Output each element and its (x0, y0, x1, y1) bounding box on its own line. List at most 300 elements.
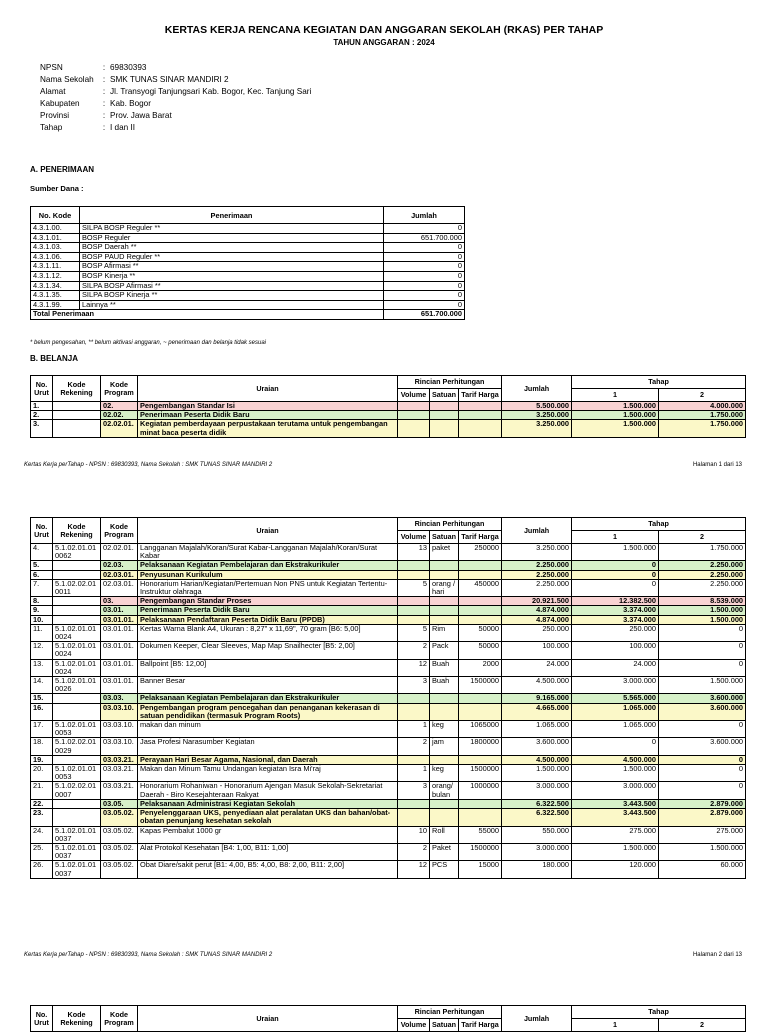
footer-left-2: Kertas Kerja perTahap - NPSN : 69830393, Nama Sekolah : SMK TUNAS SINAR MANDIRI 2 (24, 952, 273, 958)
cell-rekening (53, 402, 101, 411)
cell-tahap-2: 2.250.000 (659, 561, 746, 570)
cell-tahap-2: 1.750.000 (659, 544, 746, 561)
info-value: Jl. Transyogi Tanjungsari Kab. Bogor, Kec. Tanjung Sari (110, 87, 312, 96)
info-value: Prov. Jawa Barat (110, 111, 172, 120)
cell-tahap-2: 2.250.000 (659, 570, 746, 579)
item-row (31, 642, 746, 659)
cell-satuan (430, 694, 459, 703)
col-tarif: Tarif Harga (459, 389, 502, 402)
cell-tarif: 250000 (459, 544, 502, 561)
pen-jumlah: 0 (384, 281, 465, 291)
cell-tahap-2: 0 (659, 642, 746, 659)
cell-rekening: 5.1.02.01.01 0053 (53, 721, 101, 738)
cell-no: 1. (31, 402, 53, 411)
pen-jumlah: 0 (384, 300, 465, 310)
cell-tahap-1: 4.500.000 (572, 755, 659, 764)
cell-jumlah: 4.665.000 (502, 703, 572, 720)
cell-jumlah: 550.000 (502, 826, 572, 843)
cell-program: 02.02.01. (101, 420, 138, 437)
cell-uraian: Kapas Pembalut 1000 gr (138, 826, 398, 843)
cell-uraian: Honorarium Harian/Kegiatan/Pertemuan Non PNS untuk Kegiatan Tertentu-Instruktur olahraga (138, 579, 398, 596)
penerimaan-row (31, 224, 465, 234)
col-tarif: Tarif Harga (459, 531, 502, 544)
item-row (31, 826, 746, 843)
cell-program: 03.01.01. (101, 677, 138, 694)
cell-rekening: 5.1.02.02.01 0029 (53, 738, 101, 755)
section-b-heading: B. BELANJA (30, 354, 79, 363)
cell-satuan (430, 570, 459, 579)
pen-nama: SILPA BOSP Kinerja ** (80, 291, 384, 301)
cell-tahap-1: 1.500.000 (572, 402, 659, 411)
pen-nama: SILPA BOSP Afirmasi ** (80, 281, 384, 291)
cell-rekening: 5.1.02.01.01 0053 (53, 765, 101, 782)
cell-rekening (53, 597, 101, 606)
cell-no: 24. (31, 826, 53, 843)
cell-no: 26. (31, 861, 53, 878)
cell-uraian: Pengembangan program pencegahan dan penanganan kekerasan di satuan pendidikan (termasuk Program Roots) (138, 703, 398, 720)
cell-jumlah: 3.600.000 (502, 738, 572, 755)
cell-program: 03.05.02. (101, 809, 138, 826)
pen-kode: 4.3.1.11. (31, 262, 80, 272)
cell-tahap-2: 1.750.000 (659, 411, 746, 420)
cell-rekening: 5.1.02.01.01 0037 (53, 843, 101, 860)
cell-tahap-1: 3.000.000 (572, 782, 659, 799)
cell-program: 02.03. (101, 561, 138, 570)
cell-tahap-1: 5.565.000 (572, 694, 659, 703)
cell-uraian: Langganan Majalah/Koran/Surat Kabar-Langganan Majalah/Koran/Surat Kabar (138, 544, 398, 561)
cell-satuan: keg (430, 721, 459, 738)
item-row (31, 677, 746, 694)
footer-left-1: Kertas Kerja perTahap - NPSN : 69830393, Nama Sekolah : SMK TUNAS SINAR MANDIRI 2 (24, 462, 273, 468)
cell-program: 03.05.02. (101, 861, 138, 878)
cell-tahap-1: 0 (572, 570, 659, 579)
cell-tahap-2: 8.539.000 (659, 597, 746, 606)
cell-tarif (459, 597, 502, 606)
cell-satuan: Buah (430, 677, 459, 694)
info-key: Provinsi (40, 111, 70, 120)
cell-tahap-2: 0 (659, 755, 746, 764)
col-kode-rekening: Kode Rekening (53, 376, 101, 402)
cell-uraian: Pelaksanaan Pendaftaran Peserta Didik Baru (PPDB) (138, 615, 398, 624)
cell-program: 03.01.01. (101, 642, 138, 659)
cell-program: 02.02.01. (101, 544, 138, 561)
cell-volume (398, 411, 430, 420)
cell-no: 25. (31, 843, 53, 860)
info-colon: : (102, 75, 106, 84)
col-no-kode: No. Kode (31, 207, 80, 224)
col-tahap-1: 1 (572, 1019, 659, 1032)
cell-tahap-1: 1.500.000 (572, 765, 659, 782)
cell-volume: 12 (398, 659, 430, 676)
cell-tahap-2: 275.000 (659, 826, 746, 843)
program-row (31, 703, 746, 720)
cell-program: 02.02. (101, 411, 138, 420)
col-no-urut: No. Urut (31, 1006, 53, 1032)
info-row (40, 86, 311, 98)
cell-no: 15. (31, 694, 53, 703)
cell-tahap-1: 12.382.500 (572, 597, 659, 606)
pen-kode: 4.3.1.03. (31, 243, 80, 253)
cell-jumlah: 180.000 (502, 861, 572, 878)
cell-no: 19. (31, 755, 53, 764)
cell-program: 03.03.21. (101, 755, 138, 764)
info-row (40, 74, 311, 86)
cell-jumlah: 3.000.000 (502, 843, 572, 860)
cell-tarif (459, 411, 502, 420)
cell-rekening: 5.1.02.01.01 0037 (53, 861, 101, 878)
cell-program: 03. (101, 597, 138, 606)
pen-kode: 4.3.1.01. (31, 233, 80, 243)
belanja-table-page1 (30, 375, 746, 438)
cell-rekening: 5.1.02.01.01 0037 (53, 826, 101, 843)
cell-program: 03.03.21. (101, 765, 138, 782)
info-value: 69830393 (110, 63, 147, 72)
info-colon: : (102, 63, 106, 72)
cell-no: 6. (31, 570, 53, 579)
cell-volume (398, 402, 430, 411)
document-subtitle: TAHUN ANGGARAN : 2024 (333, 38, 435, 47)
cell-uraian: Obat Diare/sakit perut [B1: 4,00, B5: 4,00, B8: 2,00, B11: 2,00] (138, 861, 398, 878)
cell-uraian: Penerimaan Peserta Didik Baru (138, 606, 398, 615)
cell-tarif: 1800000 (459, 738, 502, 755)
cell-tahap-2: 2.250.000 (659, 579, 746, 596)
cell-volume: 2 (398, 843, 430, 860)
pen-kode: 4.3.1.06. (31, 252, 80, 262)
cell-volume: 1 (398, 765, 430, 782)
cell-tahap-1: 3.000.000 (572, 677, 659, 694)
cell-no: 2. (31, 411, 53, 420)
col-satuan: Satuan (430, 1019, 459, 1032)
pen-jumlah: 0 (384, 224, 465, 234)
cell-program: 03.03.10. (101, 721, 138, 738)
col-rincian: Rincian Perhitungan (398, 376, 502, 389)
cell-jumlah: 4.874.000 (502, 606, 572, 615)
item-row (31, 579, 746, 596)
cell-no: 20. (31, 765, 53, 782)
cell-program: 03.05.02. (101, 843, 138, 860)
cell-uraian: Penyelenggaraan UKS, penyediaan alat peralatan UKS dan bahan/obat-obatan penunjang kesehatan sekolah (138, 809, 398, 826)
cell-volume: 2 (398, 642, 430, 659)
col-tahap: Tahap (572, 376, 746, 389)
col-penerimaan: Penerimaan (80, 207, 384, 224)
pen-jumlah: 0 (384, 262, 465, 272)
item-row (31, 624, 746, 641)
pen-kode: 4.3.1.99. (31, 300, 80, 310)
cell-satuan: orang / hari (430, 579, 459, 596)
cell-program: 02.03.01. (101, 570, 138, 579)
cell-no: 10. (31, 615, 53, 624)
cell-tahap-2: 0 (659, 659, 746, 676)
cell-no: 11. (31, 624, 53, 641)
cell-satuan: PCS (430, 861, 459, 878)
pen-kode: 4.3.1.00. (31, 224, 80, 234)
cell-satuan (430, 703, 459, 720)
pen-jumlah: 0 (384, 243, 465, 253)
cell-rekening: 5.1.02.02.01 0011 (53, 579, 101, 596)
total-label: Total Penerimaan (31, 310, 384, 320)
cell-jumlah: 4.874.000 (502, 615, 572, 624)
cell-tahap-2: 3.600.000 (659, 694, 746, 703)
cell-program: 03.01.01. (101, 615, 138, 624)
col-kode-rekening: Kode Rekening (53, 518, 101, 544)
cell-rekening (53, 570, 101, 579)
program-row (31, 561, 746, 570)
col-uraian: Uraian (138, 376, 398, 402)
col-jumlah: Jumlah (502, 518, 572, 544)
cell-tarif (459, 570, 502, 579)
cell-no: 18. (31, 738, 53, 755)
cell-rekening (53, 411, 101, 420)
cell-satuan: orang/ bulan (430, 782, 459, 799)
cell-uraian: Ballpoint [B5: 12,00] (138, 659, 398, 676)
col-kode-rekening: Kode Rekening (53, 1006, 101, 1032)
cell-satuan (430, 402, 459, 411)
cell-rekening: 5.1.02.01.01 0024 (53, 659, 101, 676)
penerimaan-table (30, 206, 465, 320)
cell-tarif: 1500000 (459, 677, 502, 694)
item-row (31, 782, 746, 799)
cell-tarif (459, 809, 502, 826)
cell-tahap-1: 1.065.000 (572, 703, 659, 720)
program-row (31, 615, 746, 624)
cell-tahap-1: 1.065.000 (572, 721, 659, 738)
cell-volume: 5 (398, 624, 430, 641)
cell-tahap-2: 0 (659, 721, 746, 738)
cell-jumlah: 9.165.000 (502, 694, 572, 703)
info-key: Kabupaten (40, 99, 80, 108)
col-jumlah: Jumlah (502, 1006, 572, 1032)
cell-satuan: paket (430, 544, 459, 561)
cell-no: 21. (31, 782, 53, 799)
cell-uraian: Kertas Warna Blank A4, Ukuran : 8,27" x 11,69", 70 gram [B6: 5,00] (138, 624, 398, 641)
cell-tahap-1: 1.500.000 (572, 411, 659, 420)
cell-program: 03.03.10. (101, 738, 138, 755)
cell-satuan (430, 809, 459, 826)
cell-uraian: Penyusunan Kurikulum (138, 570, 398, 579)
pen-jumlah: 0 (384, 271, 465, 281)
pen-kode: 4.3.1.35. (31, 291, 80, 301)
footer-right-2: Halaman 2 dari 13 (692, 952, 742, 958)
cell-no: 13. (31, 659, 53, 676)
cell-rekening: 5.1.02.01.01 0024 (53, 624, 101, 641)
cell-satuan (430, 615, 459, 624)
info-colon: : (102, 99, 106, 108)
cell-tahap-2: 60.000 (659, 861, 746, 878)
cell-satuan (430, 799, 459, 808)
item-row (31, 861, 746, 878)
pen-jumlah: 651.700.000 (384, 233, 465, 243)
col-uraian: Uraian (138, 518, 398, 544)
info-row (40, 98, 311, 110)
cell-tarif (459, 799, 502, 808)
cell-satuan: Pack (430, 642, 459, 659)
total-jumlah: 651.700.000 (384, 310, 465, 320)
cell-jumlah: 3.250.000 (502, 544, 572, 561)
cell-no: 3. (31, 420, 53, 437)
cell-program: 03.03.10. (101, 703, 138, 720)
school-info (40, 62, 311, 134)
cell-rekening (53, 694, 101, 703)
item-row (31, 721, 746, 738)
cell-jumlah: 1.065.000 (502, 721, 572, 738)
cell-rekening: 5.1.02.01.01 0026 (53, 677, 101, 694)
info-colon: : (102, 87, 106, 96)
cell-no: 4. (31, 544, 53, 561)
cell-satuan (430, 420, 459, 437)
cell-tahap-1: 1.500.000 (572, 420, 659, 437)
cell-program: 03.01.01. (101, 624, 138, 641)
cell-program: 03.03. (101, 694, 138, 703)
info-row (40, 62, 311, 74)
cell-program: 03.01.01. (101, 659, 138, 676)
cell-no: 7. (31, 579, 53, 596)
cell-tarif: 1500000 (459, 765, 502, 782)
col-jumlah: Jumlah (384, 207, 465, 224)
cell-tahap-1: 3.374.000 (572, 615, 659, 624)
cell-volume (398, 809, 430, 826)
sumber-dana-label: Sumber Dana : (30, 184, 84, 193)
cell-rekening (53, 809, 101, 826)
cell-tahap-2: 1.500.000 (659, 606, 746, 615)
cell-tahap-2: 1.500.000 (659, 843, 746, 860)
cell-tahap-1: 0 (572, 738, 659, 755)
cell-tahap-2: 0 (659, 624, 746, 641)
cell-volume: 12 (398, 861, 430, 878)
cell-no: 5. (31, 561, 53, 570)
col-kode-program: Kode Program (101, 376, 138, 402)
cell-volume (398, 606, 430, 615)
cell-jumlah: 2.250.000 (502, 579, 572, 596)
cell-jumlah: 2.250.000 (502, 570, 572, 579)
cell-program: 02. (101, 402, 138, 411)
pen-nama: SILPA BOSP Reguler ** (80, 224, 384, 234)
cell-tarif (459, 420, 502, 437)
cell-rekening (53, 799, 101, 808)
cell-no: 8. (31, 597, 53, 606)
col-tarif: Tarif Harga (459, 1019, 502, 1032)
cell-uraian: Pengembangan Standar Proses (138, 597, 398, 606)
cell-tahap-2: 1.500.000 (659, 677, 746, 694)
program-row (31, 570, 746, 579)
cell-uraian: Perayaan Hari Besar Agama, Nasional, dan Daerah (138, 755, 398, 764)
section-a-heading: A. PENERIMAAN (30, 165, 95, 174)
cell-uraian: Pelaksanaan Kegiatan Pembelajaran dan Ekstrakurikuler (138, 694, 398, 703)
total-penerimaan-row (31, 310, 465, 320)
info-key: Alamat (40, 87, 66, 96)
belanja-table-page2 (30, 517, 746, 879)
cell-jumlah: 5.500.000 (502, 402, 572, 411)
pen-nama: BOSP Daerah ** (80, 243, 384, 253)
cell-volume (398, 703, 430, 720)
cell-tarif: 1000000 (459, 782, 502, 799)
col-tahap-2: 2 (659, 531, 746, 544)
col-tahap-1: 1 (572, 531, 659, 544)
col-no-urut: No. Urut (31, 518, 53, 544)
item-row (31, 738, 746, 755)
cell-uraian: makan dan minum (138, 721, 398, 738)
cell-tahap-1: 3.374.000 (572, 606, 659, 615)
cell-tarif: 15000 (459, 861, 502, 878)
cell-tahap-1: 250.000 (572, 624, 659, 641)
cell-tahap-1: 0 (572, 579, 659, 596)
cell-rekening: 5.1.02.02.01 0007 (53, 782, 101, 799)
pen-kode: 4.3.1.34. (31, 281, 80, 291)
info-key: NPSN (40, 63, 63, 72)
cell-jumlah: 2.250.000 (502, 561, 572, 570)
pen-jumlah: 0 (384, 291, 465, 301)
cell-uraian: Honorarium Rohaniwan - Honorarium Ajengan Masuk Sekolah-Sekretariat Daerah - Biro Kesejahteraan Rakyat (138, 782, 398, 799)
cell-uraian: Banner Besar (138, 677, 398, 694)
cell-tahap-1: 3.443.500 (572, 799, 659, 808)
program-row (31, 809, 746, 826)
info-value: I dan II (110, 123, 136, 132)
col-no-urut: No. Urut (31, 376, 53, 402)
cell-tahap-1: 0 (572, 561, 659, 570)
cell-tahap-1: 100.000 (572, 642, 659, 659)
cell-jumlah: 250.000 (502, 624, 572, 641)
cell-tarif: 1065000 (459, 721, 502, 738)
cell-volume (398, 570, 430, 579)
cell-no: 14. (31, 677, 53, 694)
cell-rekening (53, 615, 101, 624)
cell-tarif (459, 606, 502, 615)
pen-nama: BOSP Kinerja ** (80, 271, 384, 281)
col-tahap: Tahap (572, 1006, 746, 1019)
pen-nama: Lainnya ** (80, 300, 384, 310)
cell-volume: 3 (398, 677, 430, 694)
cell-volume: 10 (398, 826, 430, 843)
cell-tahap-2: 1.750.000 (659, 420, 746, 437)
cell-program: 03.05. (101, 799, 138, 808)
footer-right-1: Halaman 1 dari 13 (692, 462, 742, 468)
info-value: SMK TUNAS SINAR MANDIRI 2 (110, 75, 229, 84)
penerimaan-row (31, 291, 465, 301)
cell-tahap-2: 0 (659, 782, 746, 799)
cell-jumlah: 20.921.500 (502, 597, 572, 606)
pen-nama: BOSP PAUD Reguler ** (80, 252, 384, 262)
cell-volume: 5 (398, 579, 430, 596)
cell-no: 12. (31, 642, 53, 659)
col-satuan: Satuan (430, 531, 459, 544)
belanja-table-page3 (30, 1005, 746, 1032)
col-volume: Volume (398, 389, 430, 402)
cell-no: 22. (31, 799, 53, 808)
cell-volume (398, 694, 430, 703)
cell-jumlah: 100.000 (502, 642, 572, 659)
footnote: * belum pengesahan, ** belum aktivasi anggaran, ~ penerimaan dan belanja tidak sesuai (30, 340, 266, 346)
cell-volume (398, 597, 430, 606)
cell-program: 02.03.01. (101, 579, 138, 596)
cell-jumlah: 4.500.000 (502, 677, 572, 694)
cell-program: 03.03.21. (101, 782, 138, 799)
cell-uraian: Pelaksanaan Administrasi Kegiatan Sekolah (138, 799, 398, 808)
cell-jumlah: 6.322.500 (502, 809, 572, 826)
info-row (40, 110, 311, 122)
cell-jumlah: 3.000.000 (502, 782, 572, 799)
cell-satuan (430, 606, 459, 615)
col-satuan: Satuan (430, 389, 459, 402)
info-value: Kab. Bogor (110, 99, 151, 108)
cell-uraian: Makan dan Minum Tamu Undangan kegiatan Isra Mi'raj (138, 765, 398, 782)
cell-satuan (430, 411, 459, 420)
cell-uraian: Alat Protokol Kesehatan [B4: 1,00, B11: 1,00] (138, 843, 398, 860)
cell-uraian: Penerimaan Peserta Didik Baru (138, 411, 398, 420)
penerimaan-row (31, 300, 465, 310)
col-kode-program: Kode Program (101, 1006, 138, 1032)
cell-no: 16. (31, 703, 53, 720)
cell-program: 03.01. (101, 606, 138, 615)
col-volume: Volume (398, 531, 430, 544)
